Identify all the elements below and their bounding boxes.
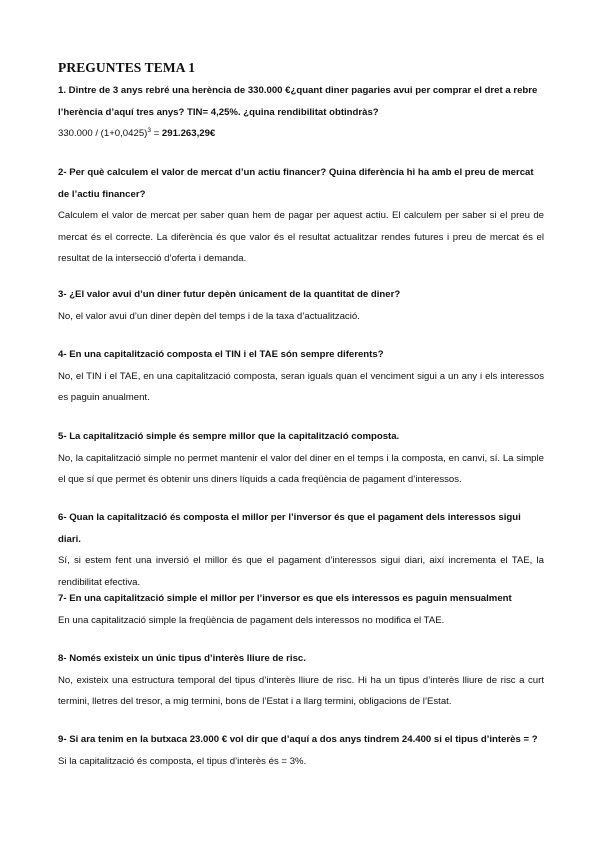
question-block-7 bbox=[58, 588, 544, 631]
formula-line bbox=[58, 123, 544, 145]
question-4: 4- En una capitalització composta el TIN i el TAE són sempre diferents? bbox=[58, 349, 384, 360]
question-block-1 bbox=[58, 80, 544, 145]
formula-expression: 330.000 / (1+0,0425) bbox=[58, 128, 148, 139]
question-block-8 bbox=[58, 648, 544, 713]
question-block-4 bbox=[58, 344, 544, 409]
question-2: 2- Per què calculem el valor de mercat d’un actiu financer? Quina diferència hi ha amb el preu de mercat de l’actiu financer? bbox=[58, 167, 534, 200]
answer-7: En una capitalització simple la freqüència de pagament dels interessos no modifica el TAE. bbox=[58, 614, 445, 626]
formula-result: 291.263,29€ bbox=[161, 128, 216, 139]
formula-equals: = bbox=[150, 128, 162, 139]
answer-2: Calculem el valor de mercat per saber quan hem de pagar per aquest actiu. El calculem per saber si el preu de mercat és el correcte. La diferència és que valor és el resultat actualitzar rendes futures i preu de mercat és el resultat de la intersecció d’oferta i demanda. bbox=[58, 210, 544, 264]
answer-8: No, existeix una estructura temporal del tipus d’interès lliure de risc. Hi ha un tipus d’interès lliure de risc a curt termini, lletres del tresor, a mig termini, bons de l’Estat i a llarg termini, obligacions de l’Estat. bbox=[58, 674, 544, 707]
question-block-5 bbox=[58, 426, 544, 491]
question-1: 1. Dintre de 3 anys rebré una herència de 330.000 €¿quant diner pagaries avui per comprar el dret a rebre l’herència d’aquí tres anys? TIN= 4,25%. ¿quina rendibilitat obtindràs? bbox=[58, 85, 538, 118]
question-9: 9- Si ara tenim en la butxaca 23.000 € vol dir que d’aquí a dos anys tindrem 24.400 si el tipus d’interès = ? bbox=[58, 734, 538, 745]
question-6: 6- Quan la capitalització és composta el millor per l’inversor és que el pagament dels interessos sigui diari. bbox=[58, 512, 521, 545]
question-block-6 bbox=[58, 507, 544, 593]
question-7: 7- En una capitalització simple el millor per l’inversor es que els interessos es paguin mensualment bbox=[58, 593, 512, 604]
formula-exponent: 3 bbox=[147, 126, 151, 134]
question-8: 8- Només existeix un únic tipus d’interès lliure de risc. bbox=[58, 653, 306, 664]
question-3: 3- ¿El valor avui d’un diner futur depèn únicament de la quantitat de diner? bbox=[58, 289, 401, 300]
answer-4: No, el TIN i el TAE, en una capitalització composta, seran iguals quan el venciment sigui a un any i els interessos es paguin anualment. bbox=[58, 370, 544, 403]
page-title: PREGUNTES TEMA 1 bbox=[58, 60, 196, 75]
answer-9: Si la capitalització és composta, el tipus d’interès és = 3%. bbox=[58, 755, 307, 767]
question-block-9 bbox=[58, 729, 544, 772]
question-block-2 bbox=[58, 162, 544, 270]
answer-6: Sí, si estem fent una inversió el millor és que el pagament d’interessos sigui diari, així incrementa el TAE, la rendibilitat efectiva. bbox=[58, 555, 544, 588]
question-block-3 bbox=[58, 284, 544, 327]
answer-5: No, la capitalització simple no permet mantenir el valor del diner en el temps i la composta, en canvi, sí. La simple el que sí que permet és obtenir uns diners líquids a cada freqüència de pagament d’interessos. bbox=[58, 452, 544, 485]
question-5: 5- La capitalització simple és sempre millor que la capitalització composta. bbox=[58, 431, 400, 442]
answer-3: No, el valor avui d’un diner depèn del temps i de la taxa d’actualització. bbox=[58, 310, 360, 322]
